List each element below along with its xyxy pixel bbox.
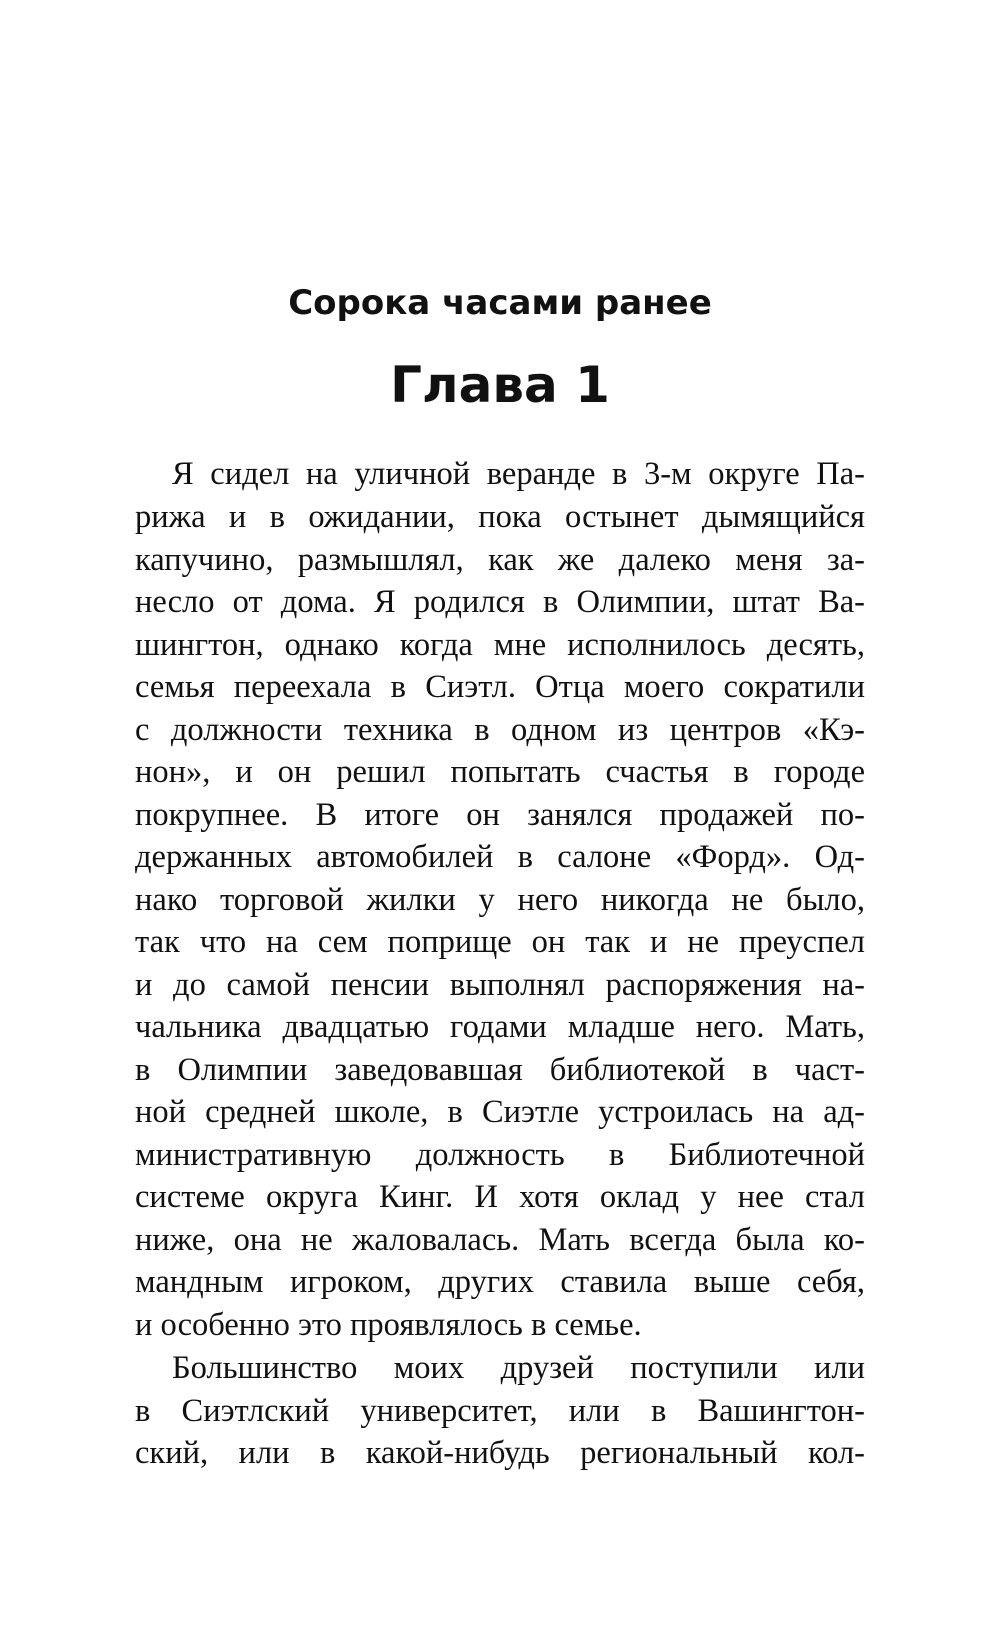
text-line: в Сиэтлский университет, или в Вашингтон- xyxy=(135,1393,865,1429)
section-subtitle: Сорока часами ранее xyxy=(288,283,712,323)
text-line: в Олимпии заведовавшая библиотекой в част- xyxy=(135,1052,865,1088)
text-line: нон», и он решил попытать счастья в городе xyxy=(135,754,865,790)
text-line: системе округа Кинг. И хотя оклад у нее стал xyxy=(135,1179,865,1215)
text-line: ниже, она не жаловалась. Мать всегда была ко- xyxy=(135,1222,865,1258)
text-line: держанных автомобилей в салоне «Форд». Од- xyxy=(135,839,865,875)
chapter-title: Глава 1 xyxy=(390,356,610,414)
text-line: чальника двадцатью годами младше него. Мать, xyxy=(135,1009,865,1045)
text-line: ский, или в какой-нибудь региональный кол- xyxy=(135,1435,865,1471)
text-line: мандным игроком, других ставила выше себя, xyxy=(135,1264,865,1300)
text-line: шингтон, однако когда мне исполнилось десять, xyxy=(135,627,865,663)
text-line: с должности техника в одном из центров «Кэ- xyxy=(135,712,865,748)
text-line: нако торговой жилки у него никогда не было, xyxy=(135,882,865,918)
text-line: капучино, размышлял, как же далеко меня за- xyxy=(135,542,865,578)
text-line: министративную должность в Библиотечной xyxy=(135,1137,865,1173)
text-line: несло от дома. Я родился в Олимпии, штат Ва- xyxy=(135,584,865,620)
text-line: покрупнее. В итоге он занялся продажей по- xyxy=(135,797,865,833)
text-line: Большинство моих друзей поступили или xyxy=(172,1350,865,1386)
text-line: и особенно это проявлялось в семье. xyxy=(135,1307,642,1343)
text-line: рижа и в ожидании, пока остынет дымящийся xyxy=(135,499,865,535)
text-line: ной средней школе, в Сиэтле устроилась на ад- xyxy=(135,1094,865,1130)
text-line: Я сидел на уличной веранде в 3-м округе Па- xyxy=(172,456,865,492)
text-line: так что на сем поприще он так и не преуспел xyxy=(135,924,865,960)
text-line: семья переехала в Сиэтл. Отца моего сократили xyxy=(135,669,865,705)
text-line: и до самой пенсии выполнял распоряжения на- xyxy=(135,967,865,1003)
